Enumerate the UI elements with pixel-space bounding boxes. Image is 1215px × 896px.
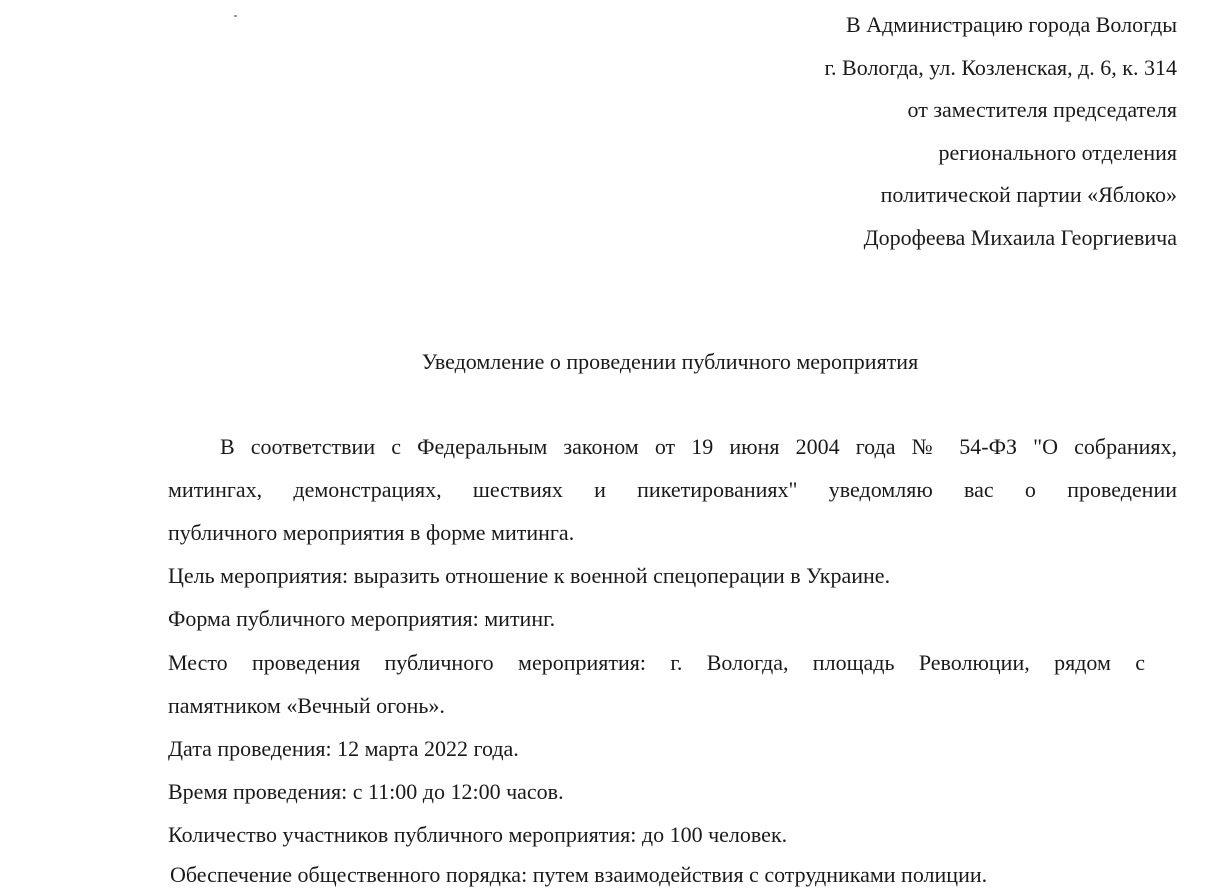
participants-field: Количество участников публичного мероприятия: до 100 человек.	[168, 822, 788, 847]
intro-line: В соответствии с Федеральным законом от 19 июня 2004 года № 54-ФЗ "О собраниях,	[220, 434, 1177, 459]
addressee-line: В Администрацию города Вологды	[846, 12, 1177, 37]
time-field: Время проведения: с 11:00 до 12:00 часов.	[168, 779, 564, 804]
addressee-block	[825, 4, 1177, 260]
place-field	[168, 641, 1145, 727]
scan-speck	[234, 15, 237, 17]
goal-field: Цель мероприятия: выразить отношение к военной спецоперации в Украине.	[168, 563, 891, 588]
form-field: Форма публичного мероприятия: митинг.	[168, 606, 556, 631]
place-line: Место проведения публичного мероприятия: г. Вологда, площадь Революции, рядом с	[168, 650, 1145, 675]
place-line: памятником «Вечный огонь».	[168, 693, 445, 718]
intro-line: публичного мероприятия в форме митинга.	[168, 520, 575, 545]
addressee-line: Дорофеева Михаила Георгиевича	[863, 224, 1177, 250]
addressee-line: г. Вологда, ул. Козленская, д. 6, к. 314	[824, 54, 1177, 80]
addressee-line: от заместителя председателя	[907, 97, 1177, 123]
document-title: Уведомление о проведении публичного мероприятия	[421, 349, 919, 374]
date-field: Дата проведения: 12 марта 2022 года.	[168, 736, 519, 761]
addressee-line: политической партии «Яблоко»	[880, 182, 1177, 208]
addressee-line: регионального отделения	[938, 139, 1177, 165]
intro-paragraph	[168, 425, 1177, 554]
order-field: Обеспечение общественного порядка: путем взаимодействия с сотрудниками полиции.	[170, 862, 988, 887]
intro-line: митингах, демонстрациях, шествиях и пикетированиях" уведомляю вас о проведении	[168, 477, 1177, 502]
